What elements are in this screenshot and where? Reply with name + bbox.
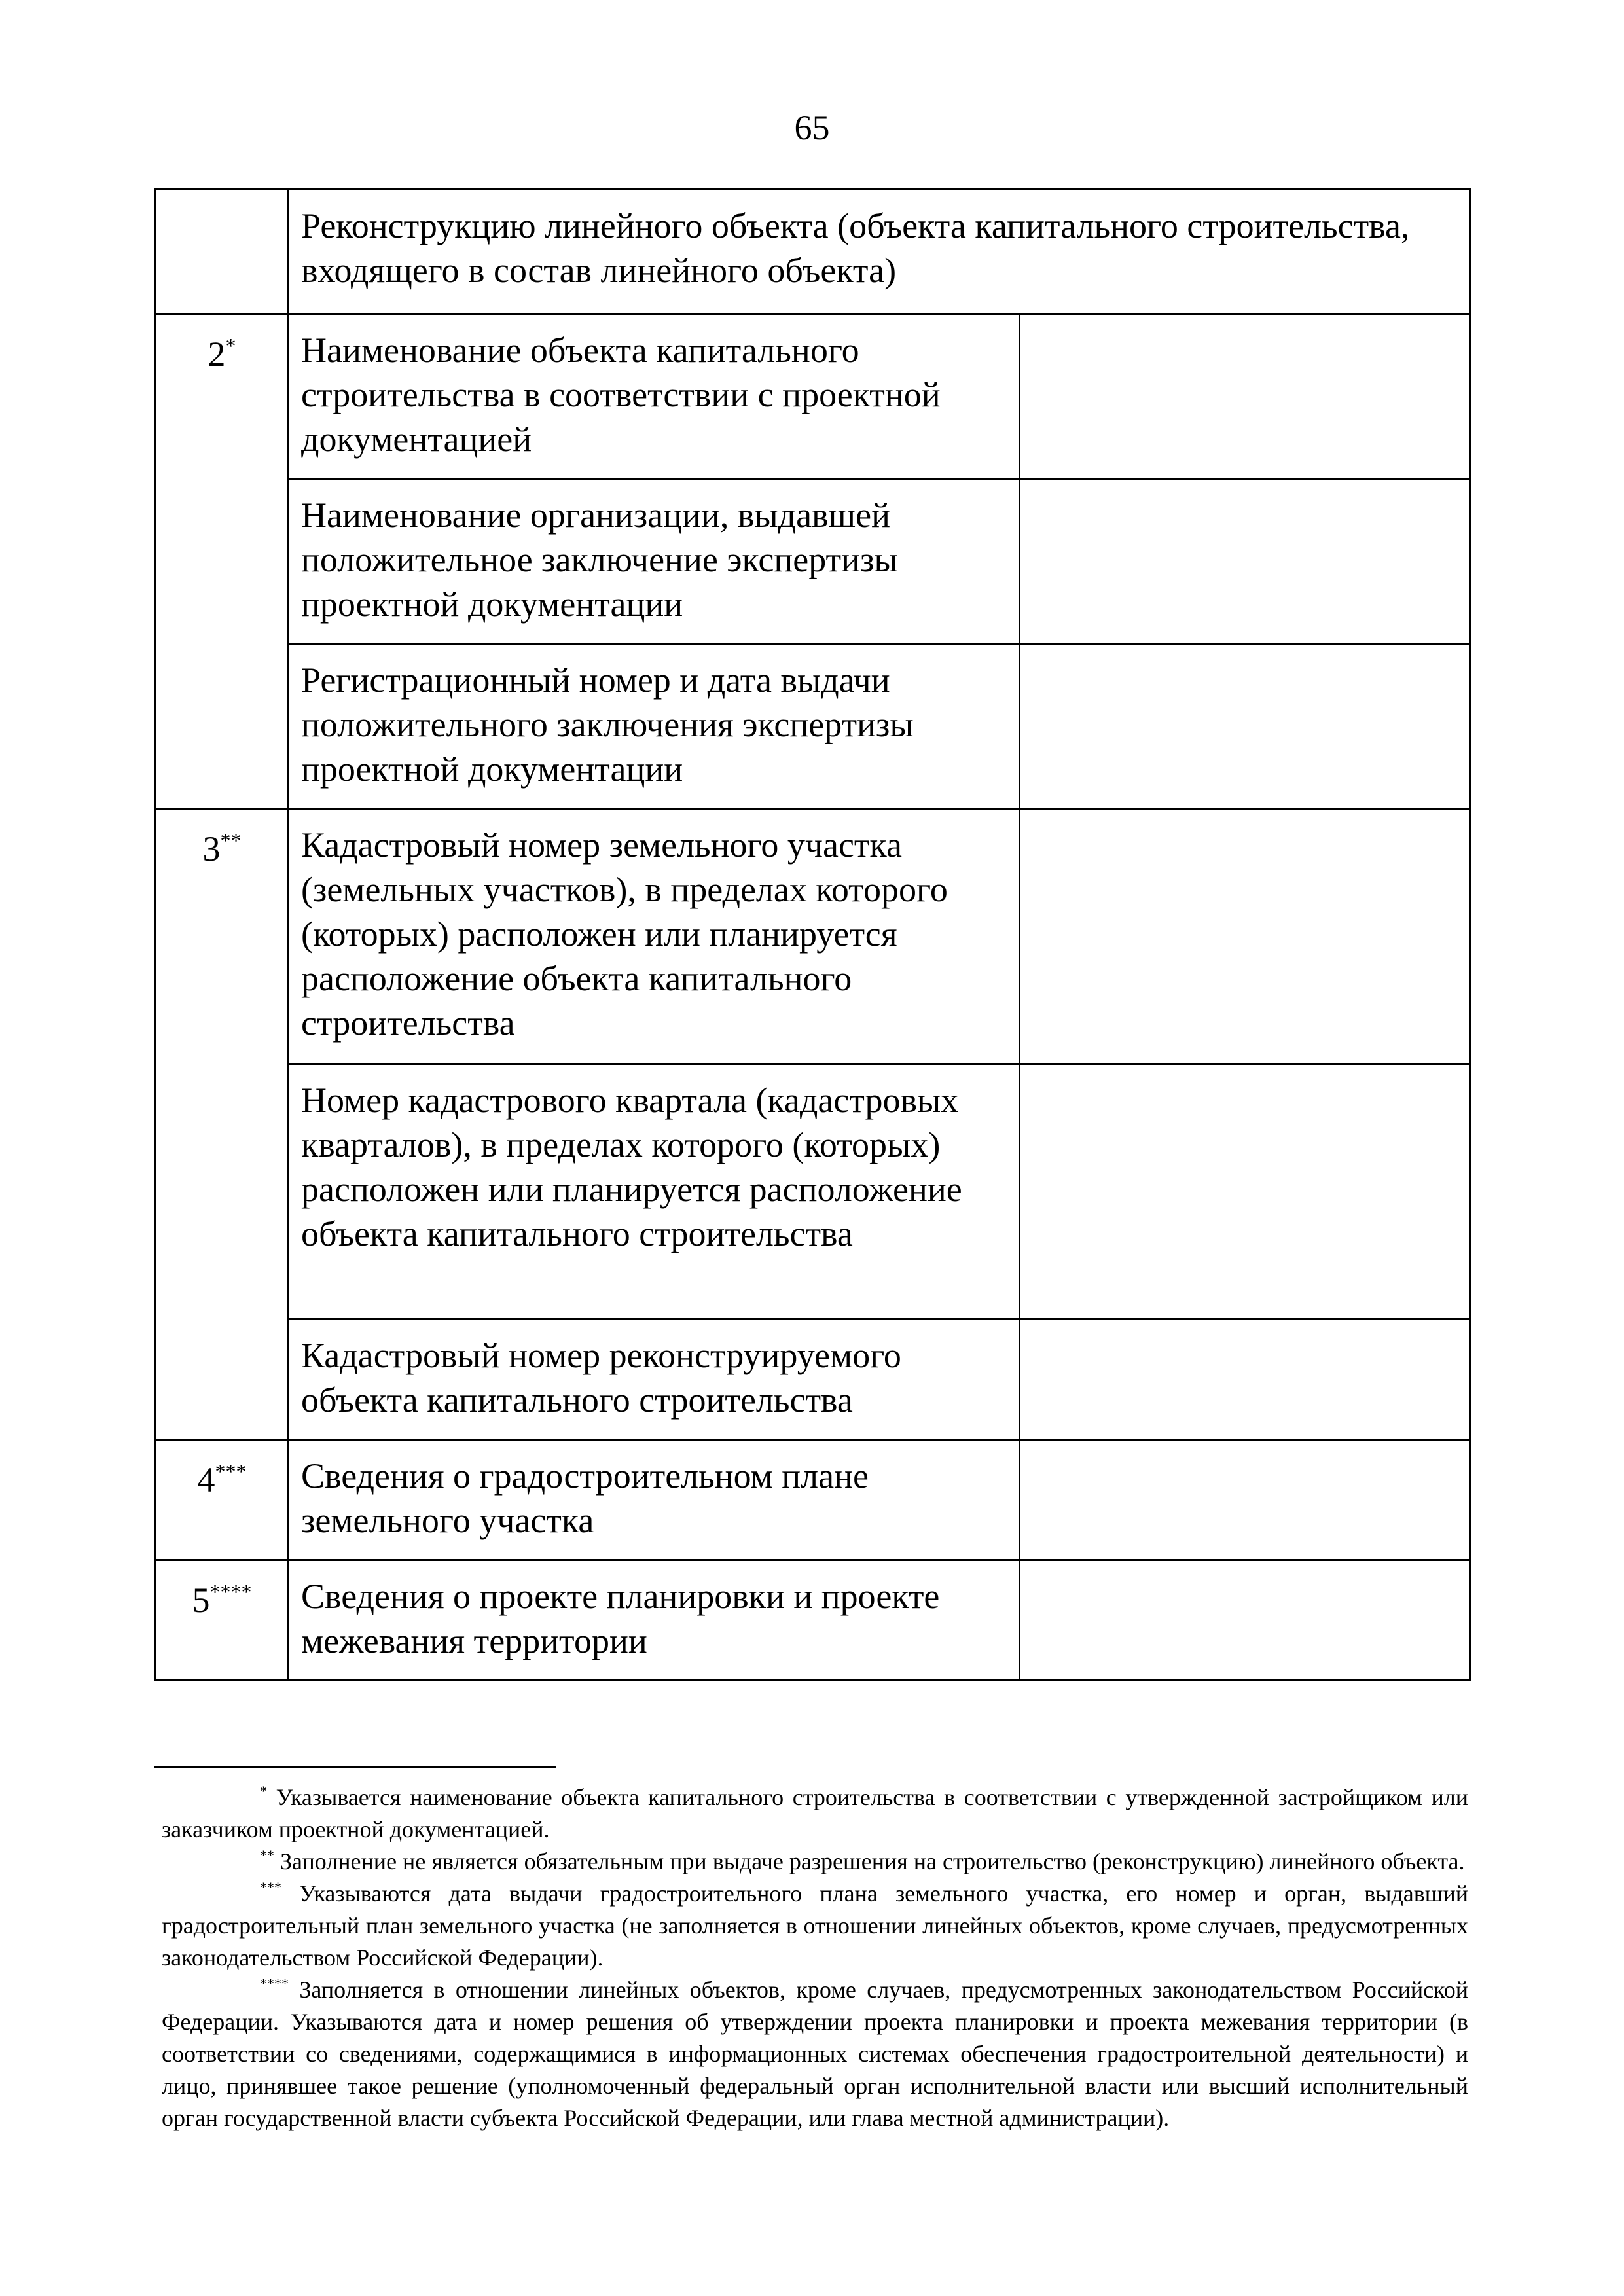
footnote-marker: ** [220,829,242,852]
field-value-empty[interactable] [1020,479,1470,644]
section-number-5: 5**** [156,1560,289,1681]
footnote-4: **** Заполняется в отношении линейных объектов, кроме случаев, предусмотренных законодательством Российской Федерации. Указываются дата и номер решения об утверждении проекта планировки и проекта межевания территории (в соответствии со сведениями, содержащимися в информационных системах обеспечения градостроительной деятельности) и лицо, принявшее такое решение (уполномоченный федеральный орган исполнительной власти или высший исполнительный орган государственной власти субъекта Российской Федерации, или глава местной администрации). [162,1975,1468,2131]
table-row [156,479,1470,644]
section-number-cell [156,479,289,644]
table-row [156,1560,1470,1681]
field-value-empty[interactable] [1020,809,1470,1064]
footnote-marker: **** [209,1580,252,1604]
table-row [156,314,1470,479]
footnote-1: * Указывается наименование объекта капитального строительства в соответствии с утвержденной застройщиком или заказчиком проектной документацией. [162,1783,1469,1842]
section-number-2: 2* [156,314,289,479]
permit-form-table [154,188,1471,1681]
field-label: Кадастровый номер земельного участка (земельных участков), в пределах которого (которых) расположен или планируется расположение объекта капитального строительства [289,809,1020,1064]
footnote-marker: *** [215,1460,247,1483]
field-value-empty[interactable] [1020,644,1470,809]
section-number-4: 4*** [156,1440,289,1560]
field-value-empty[interactable] [1020,1560,1470,1681]
intro-label: Реконструкцию линейного объекта (объекта капитального строительства, входящего в состав линейного объекта) [289,190,1470,314]
field-label: Сведения о проекте планировки и проекте межевания территории [289,1560,1020,1681]
field-value-empty[interactable] [1020,1319,1470,1440]
field-value-empty[interactable] [1020,1064,1470,1319]
footnotes [162,1782,1468,2134]
field-label: Сведения о градостроительном плане земельного участка [289,1440,1020,1560]
table-row-intro [156,190,1470,314]
field-label: Номер кадастрового квартала (кадастровых кварталов), в пределах которого (которых) расположен или планируется расположение объекта капитального строительства [289,1064,1020,1319]
section-number-3: 3** [156,809,289,1064]
footnote-3: *** Указываются дата выдачи градостроительного плана земельного участка, его номер и орган, выдавший градостроительный план земельного участка (не заполняется в отношении линейных объектов, кроме случаев, предусмотренных законодательством Российской Федерации). [162,1879,1469,1971]
field-label: Наименование организации, выдавшей положительное заключение экспертизы проектной документации [289,479,1020,644]
table-row [156,1319,1470,1440]
section-number-cell [156,1064,289,1319]
table-row [156,644,1470,809]
field-label: Регистрационный номер и дата выдачи положительного заключения экспертизы проектной документации [289,644,1020,809]
field-label: Кадастровый номер реконструируемого объекта капитального строительства [289,1319,1020,1440]
footnote-marker: * [225,334,236,357]
table-row [156,1440,1470,1560]
table-row [156,809,1470,1064]
section-number-cell [156,1319,289,1440]
page-number: 65 [794,108,830,147]
field-value-empty[interactable] [1020,314,1470,479]
footnote-divider [154,1766,556,1768]
field-label: Наименование объекта капитального строительства в соответствии с проектной документацией [289,314,1020,479]
table-row [156,1064,1470,1319]
row-number-cell [156,190,289,314]
footnote-2: ** Заполнение не является обязательным при выдаче разрешения на строительство (реконструкцию) линейного объекта. [260,1847,1465,1874]
section-number-cell [156,644,289,809]
field-value-empty[interactable] [1020,1440,1470,1560]
